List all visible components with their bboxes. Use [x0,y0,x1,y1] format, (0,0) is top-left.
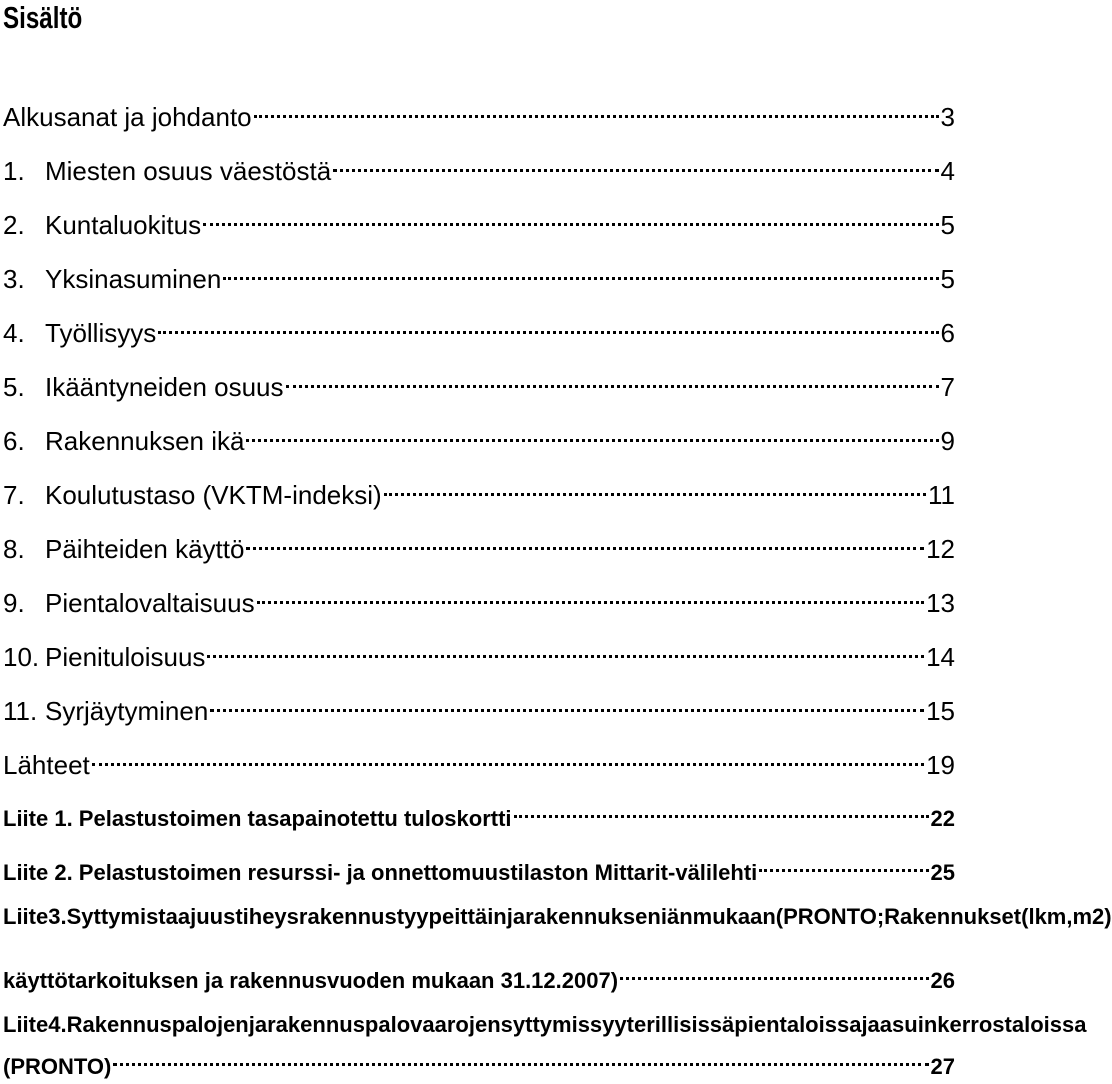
toc-entry[interactable] [3,416,955,456]
toc-entry-number: 1. [3,156,25,186]
word: Rakennuspalojen [66,1012,249,1037]
toc-entry-label: Miesten osuus väestöstä [45,156,332,186]
toc-entry-page: 7 [940,372,955,402]
toc-entry-number: 6. [3,426,25,456]
toc-entry-label: Liite 1. Pelastustoimen tasapainotettu tuloskortti [3,806,512,831]
toc-entry-page: 27 [930,1054,955,1079]
dot-leader [92,740,924,774]
word: Syttymistaajuustiheys [66,904,299,929]
toc-entry-label: käyttötarkoituksen ja rakennusvuoden mukaan 31.12.2007) [3,968,619,993]
toc-entry-page: 12 [926,534,955,564]
toc-entry-label: Koulutustaso (VKTM-indeksi) [45,480,382,510]
toc-entry-number: 2. [3,210,25,240]
toc-entry-number: 8. [3,534,25,564]
word: m2) [1072,904,1112,929]
dot-leader [158,308,938,342]
dot-leader [203,200,938,234]
appendix-line-justified [3,1008,1087,1042]
dot-leader [257,578,925,612]
toc-entry-number: 4. [3,318,25,348]
word: asuinkerrostaloissa [879,1012,1087,1037]
toc-appendix-entry[interactable] [3,846,955,885]
dot-leader [246,524,924,558]
dot-leader [384,470,926,504]
toc-entry-page: 13 [926,588,955,618]
toc-entry[interactable] [3,470,955,510]
toc-appendix-entry-continuation[interactable] [3,954,955,993]
toc-appendix-entry[interactable] [3,1008,1087,1042]
word: ja [248,1012,268,1037]
toc-entry[interactable] [3,308,955,348]
word: iän [660,904,693,929]
toc-entry-number: 9. [3,588,25,618]
toc-appendix-entry[interactable] [3,900,1112,934]
toc-appendix-entry-continuation[interactable] [3,1040,955,1079]
toc-entry-page: 25 [930,860,955,885]
toc-entry-page: 5 [940,210,955,240]
dot-leader [207,632,924,666]
word: rakennuksen [525,904,661,929]
appendix-line-justified [3,900,1112,934]
toc-entry-label: (PRONTO) [3,1054,112,1079]
toc-entry[interactable] [3,740,955,780]
word: (PRONTO; [775,904,885,929]
toc-entry-number: 3. [3,264,25,294]
toc-entry-page: 3 [940,102,955,132]
toc-entry-label: Syrjäytyminen [45,696,209,726]
word: (lkm, [1021,904,1073,929]
word: rakennustyypeittäin [298,904,507,929]
toc-entry-page: 14 [926,642,955,672]
toc-entry[interactable] [3,578,955,618]
toc-entry-label: Alkusanat ja johdanto [3,102,252,132]
word: ja [861,1012,880,1037]
toc-entry-number: 11. [3,696,38,726]
toc-entry-page: 15 [926,696,955,726]
toc-entry-number: 5. [3,372,25,402]
toc-entry-page: 5 [940,264,955,294]
toc-entry-page: 9 [940,426,955,456]
toc-entry-label: Liite 2. Pelastustoimen resurssi- ja onnettomuustilaston Mittarit-välilehti [3,860,758,885]
toc-entry-page: 4 [940,156,955,186]
toc-entry-label: Lähteet [3,750,90,780]
toc-entry[interactable] [3,362,955,402]
word: 3. [48,904,67,929]
toc-entry[interactable] [3,254,955,294]
word: syttymissyyt [500,1012,634,1037]
toc-entry-number: 10. [3,642,40,672]
toc-entry-page: 19 [926,750,955,780]
word: ja [506,904,526,929]
toc-entry[interactable] [3,686,955,726]
toc-entry-page: 11 [928,480,955,510]
dot-leader [246,416,938,450]
dot-leader [333,146,938,180]
toc-entry-label: Rakennuksen ikä [45,426,245,456]
toc-entry-label: Pientalovaltaisuus [45,588,255,618]
toc-appendix-entry[interactable] [3,792,955,831]
toc-entry-page: 6 [940,318,955,348]
dot-leader [514,792,929,826]
toc-entry-label: Pienituloisuus [45,642,206,672]
word: rakennuspalovaarojen [267,1012,501,1037]
toc-entry[interactable] [3,92,955,132]
toc-entry[interactable] [3,146,955,186]
dot-leader [223,254,938,288]
word: pientaloissa [734,1012,862,1037]
toc-entry-label: Työllisyys [45,318,157,348]
dot-leader [759,846,928,880]
toc-entry-page: 26 [930,968,955,993]
toc-entry-page: 22 [930,806,955,831]
word: Liite [3,904,49,929]
toc-entry-label: Kuntaluokitus [45,210,202,240]
toc-entry[interactable] [3,632,955,672]
page-title: Sisältö [3,0,83,35]
toc-entry-number: 7. [3,480,25,510]
dot-leader [620,954,928,988]
word: 4. [48,1012,67,1037]
toc-entry-label: Päihteiden käyttö [45,534,245,564]
word: erillisissä [633,1012,735,1037]
word: Liite [3,1012,49,1037]
dot-leader [286,362,939,396]
dot-leader [254,92,939,126]
dot-leader [210,686,924,720]
word: Rakennukset [884,904,1022,929]
dot-leader [113,1040,928,1074]
toc-entry[interactable] [3,200,955,240]
toc-entry-label: Yksinasuminen [45,264,222,294]
toc-entry[interactable] [3,524,955,564]
toc-entry-label: Ikääntyneiden osuus [45,372,284,402]
word: mukaan [692,904,776,929]
